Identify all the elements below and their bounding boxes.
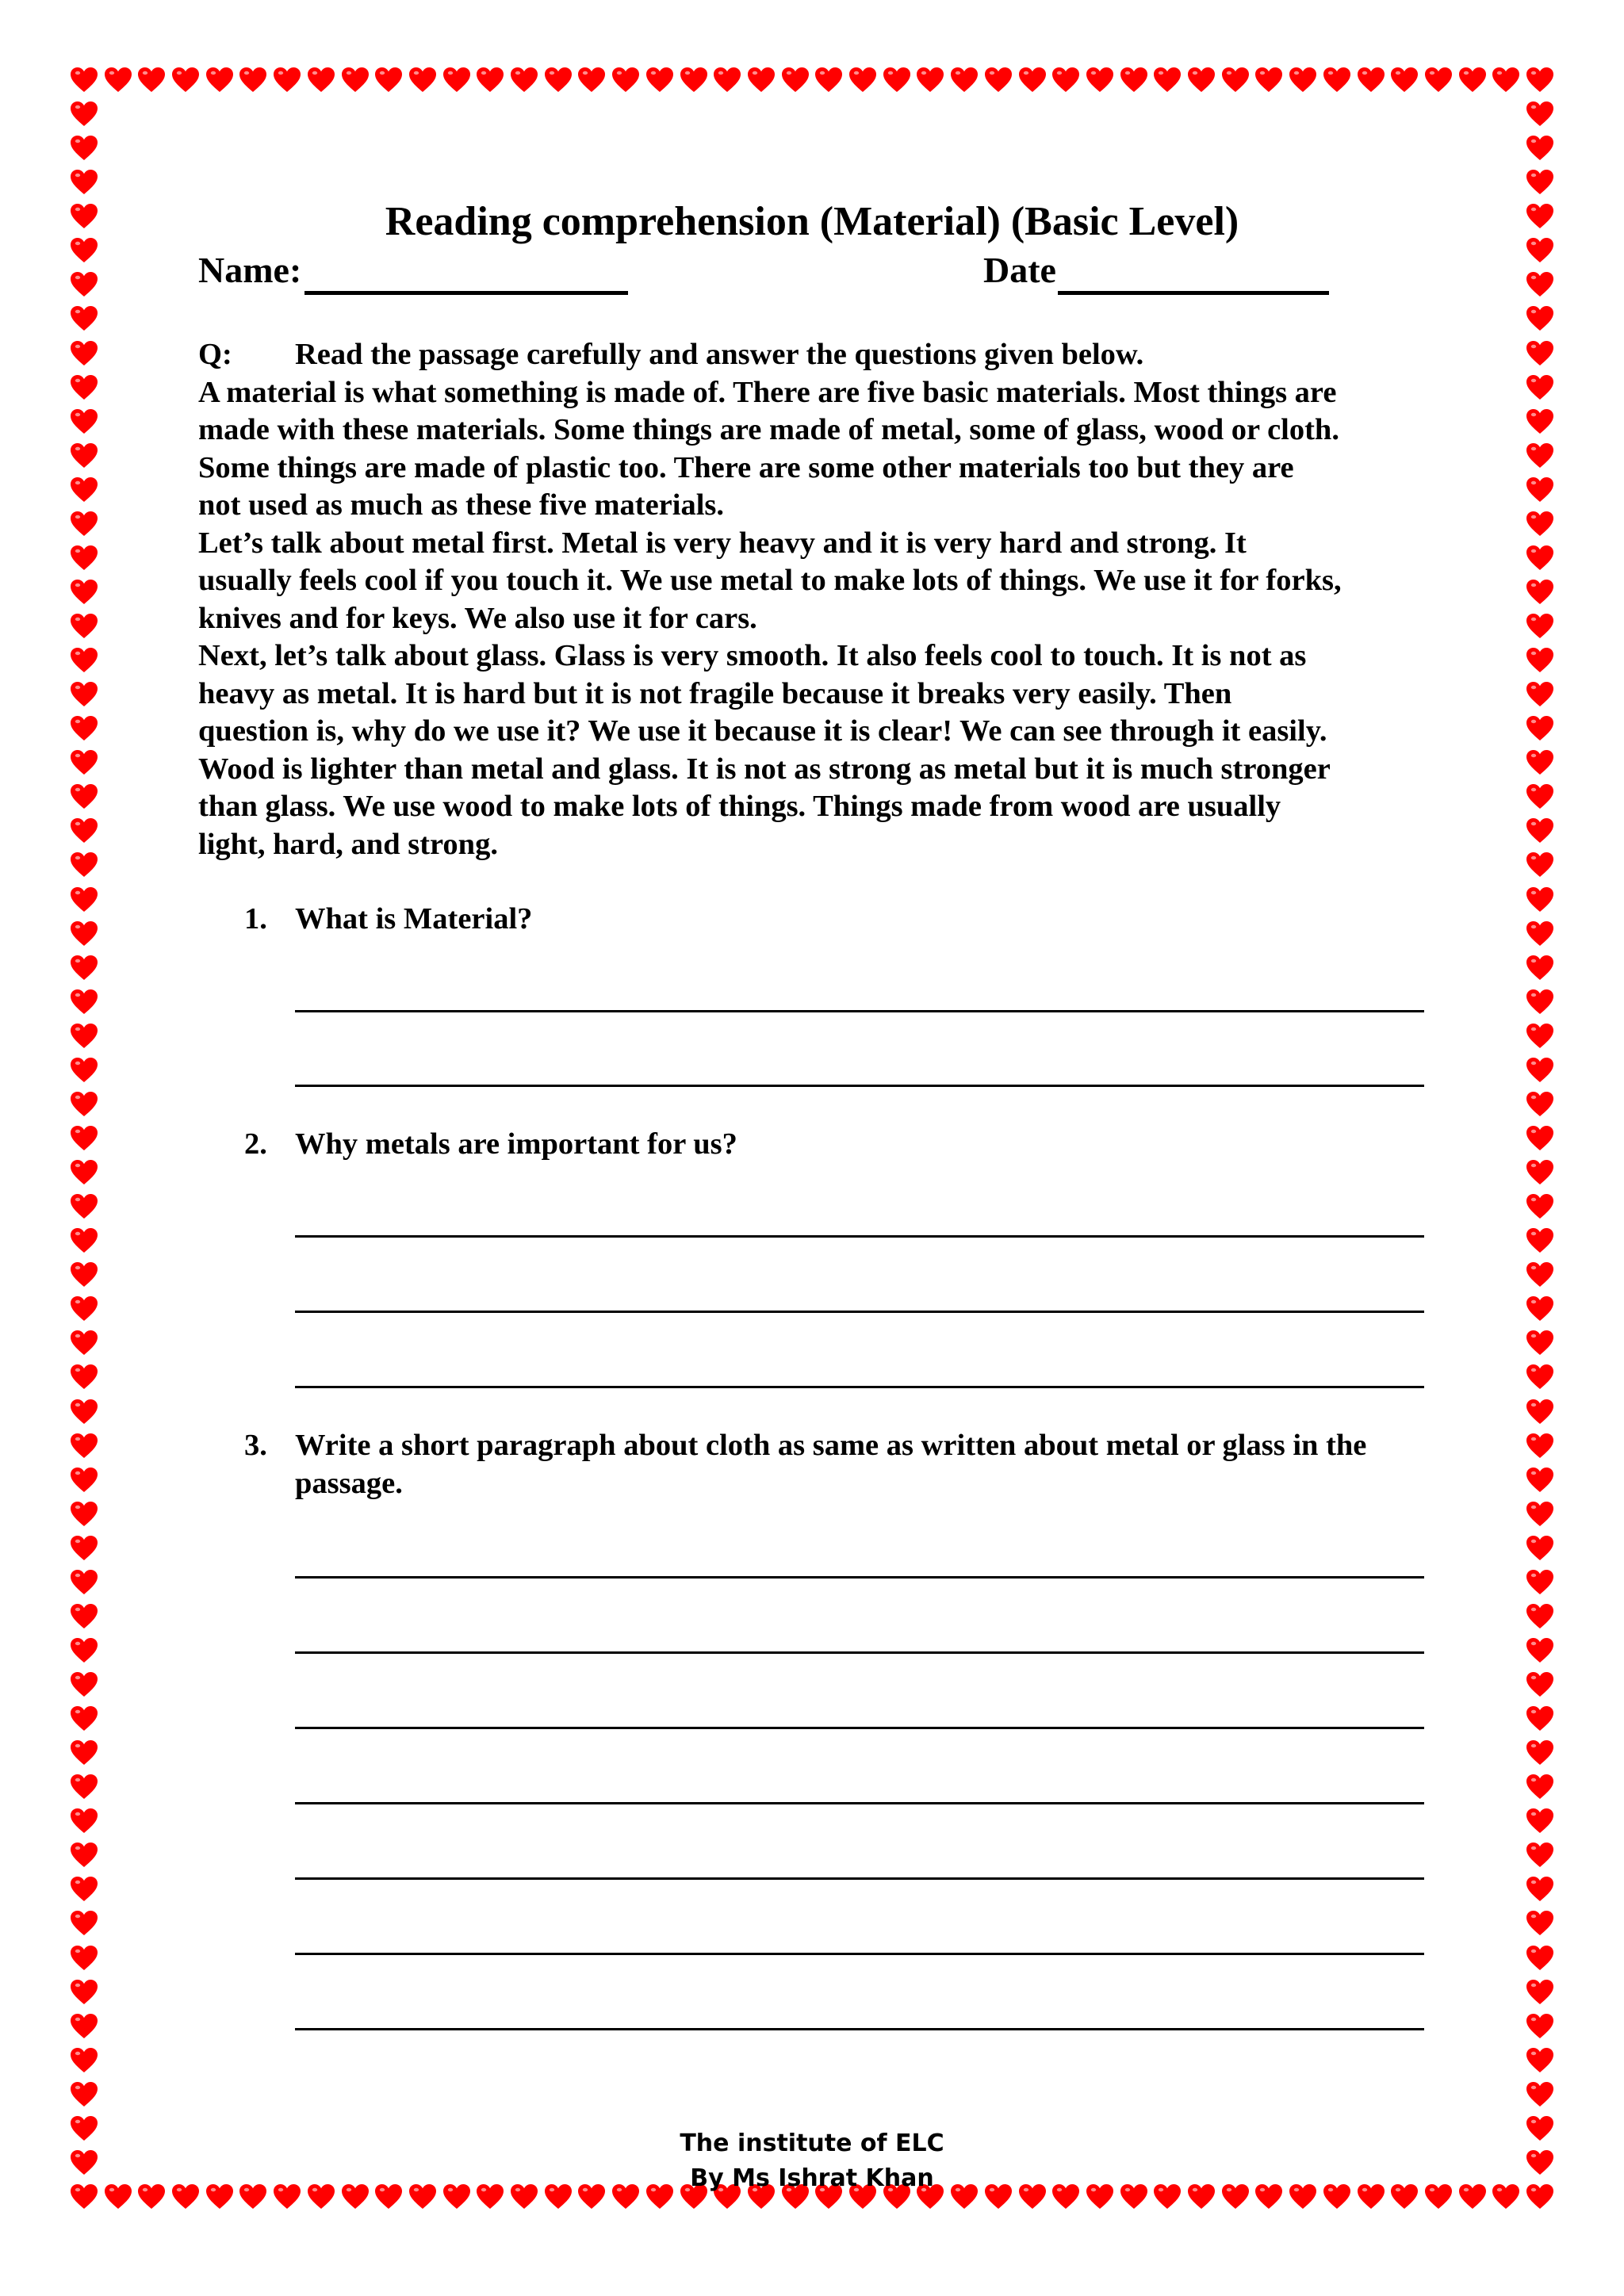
passage-line: knives and for keys. We also use it for cars. (198, 601, 757, 635)
heart-icon (1526, 1876, 1554, 1903)
heart-icon (544, 67, 573, 94)
heart-icon (1526, 817, 1554, 844)
answer-line-q1-1[interactable] (295, 1010, 1424, 1012)
heart-icon (442, 67, 471, 94)
heart-icon (70, 1399, 98, 1425)
heart-icon (1221, 67, 1250, 94)
heart-icon (1526, 2047, 1554, 2074)
heart-icon (1120, 67, 1148, 94)
heart-icon (1357, 67, 1385, 94)
heart-icon (341, 67, 370, 94)
instruction-line (198, 336, 1435, 374)
heart-icon (374, 67, 403, 94)
heart-icon (70, 545, 98, 572)
answer-line-q2-2[interactable] (295, 1311, 1424, 1313)
heart-icon (1526, 1979, 1554, 2006)
heart-icon (70, 1091, 98, 1118)
heart-icon (70, 1945, 98, 1972)
passage-line: light, hard, and strong. (198, 827, 498, 861)
heart-icon (1526, 340, 1554, 367)
heart-icon (1051, 67, 1080, 94)
heart-icon (1492, 67, 1520, 94)
heart-icon (70, 1433, 98, 1460)
answer-line-q2-3[interactable] (295, 1386, 1424, 1388)
answer-line-q3-4[interactable] (295, 1802, 1424, 1804)
answer-line-q3-1[interactable] (295, 1576, 1424, 1578)
heart-icon (70, 1603, 98, 1630)
heart-icon (1187, 67, 1216, 94)
question-1 (244, 901, 1434, 939)
heart-icon (1526, 408, 1554, 435)
heart-icon (1526, 271, 1554, 298)
heart-icon (70, 749, 98, 776)
heart-icon (1526, 955, 1554, 982)
question-text: What is Material? (295, 902, 533, 936)
heart-icon (70, 1023, 98, 1050)
heart-icon (1526, 1193, 1554, 1220)
heart-icon (70, 886, 98, 913)
heart-icon (1526, 511, 1554, 538)
heart-icon (70, 442, 98, 469)
heart-icon (70, 681, 98, 708)
heart-icon (476, 67, 504, 94)
heart-icon (680, 67, 708, 94)
heart-icon (611, 67, 640, 94)
heart-icon (70, 169, 98, 196)
heart-icon (1390, 67, 1419, 94)
passage-line: made with these materials. Some things are made of metal, some of glass, wood or cloth. (198, 413, 1339, 446)
heart-icon (70, 1910, 98, 1937)
answer-line-q2-1[interactable] (295, 1235, 1424, 1238)
heart-icon (1289, 67, 1317, 94)
question-text: Why metals are important for us? (295, 1127, 737, 1161)
heart-icon (70, 305, 98, 332)
answer-line-q3-7[interactable] (295, 2028, 1424, 2030)
date-label: Date (983, 250, 1056, 290)
heart-icon (70, 715, 98, 742)
heart-icon (70, 955, 98, 982)
heart-icon (70, 101, 98, 128)
heart-icon (781, 67, 810, 94)
passage-line: Let’s talk about metal first. Metal is very heavy and it is very hard and strong. It (198, 526, 1247, 560)
answer-line-q3-2[interactable] (295, 1651, 1424, 1654)
heart-icon (1526, 749, 1554, 776)
heart-icon (510, 67, 538, 94)
heart-icon (239, 67, 267, 94)
heart-icon (1424, 67, 1453, 94)
question-text: Write a short paragraph about cloth as same as written about metal or glass in the passage. (295, 1429, 1367, 1500)
heart-icon (70, 1125, 98, 1152)
heart-icon (1526, 851, 1554, 878)
heart-icon (70, 1227, 98, 1254)
heart-icon (1526, 1671, 1554, 1698)
date-field (983, 246, 1329, 295)
heart-icon (1526, 1739, 1554, 1766)
heart-icon (70, 1739, 98, 1766)
heart-icon (70, 1876, 98, 1903)
heart-icon (1526, 1364, 1554, 1391)
heart-icon (1526, 1705, 1554, 1732)
heart-icon (1526, 1501, 1554, 1528)
heart-icon (1526, 1842, 1554, 1869)
heart-icon (104, 67, 132, 94)
heart-icon (1526, 442, 1554, 469)
heart-icon (70, 851, 98, 878)
heart-icon (70, 817, 98, 844)
heart-icon (70, 1569, 98, 1596)
heart-icon (1526, 1808, 1554, 1835)
heart-icon (1526, 1023, 1554, 1050)
passage-line: heavy as metal. It is hard but it is not fragile because it breaks very easily. Then (198, 676, 1232, 710)
heart-icon (1526, 1433, 1554, 1460)
heart-icon (1526, 2081, 1554, 2108)
heart-icon (1526, 101, 1554, 128)
heart-icon (1526, 783, 1554, 810)
heart-icon (1526, 545, 1554, 572)
reading-passage (198, 336, 1435, 863)
answer-line-q3-3[interactable] (295, 1727, 1424, 1729)
heart-icon (1526, 67, 1554, 94)
heart-icon (70, 408, 98, 435)
heart-icon (1526, 1330, 1554, 1357)
passage-line: Next, let’s talk about glass. Glass is very smooth. It also feels cool to touch. It is not as (198, 639, 1307, 672)
heart-icon (273, 67, 301, 94)
heart-icon (1526, 1945, 1554, 1972)
heart-icon (70, 1705, 98, 1732)
question-number: 1. (244, 902, 267, 936)
heart-icon (1526, 1910, 1554, 1937)
heart-icon (1526, 715, 1554, 742)
heart-icon (70, 1671, 98, 1698)
heart-icon (1526, 476, 1554, 503)
heart-icon (1526, 169, 1554, 196)
heart-icon (1526, 613, 1554, 640)
heart-icon (70, 613, 98, 640)
heart-icon (70, 1535, 98, 1562)
answer-line-q3-5[interactable] (295, 1877, 1424, 1880)
heart-icon (950, 67, 979, 94)
heart-icon (70, 1637, 98, 1664)
heart-icon (205, 67, 234, 94)
heart-icon (1018, 67, 1047, 94)
heart-icon (70, 2013, 98, 2040)
heart-icon (70, 1774, 98, 1800)
passage-line: than glass. We use wood to make lots of things. Things made from wood are usually (198, 790, 1281, 823)
heart-icon (1526, 579, 1554, 606)
heart-icon (1526, 374, 1554, 401)
footer-author: By Ms Ishrat Khan (690, 2164, 934, 2192)
heart-icon (70, 989, 98, 1016)
heart-icon (70, 1193, 98, 1220)
answer-line-q1-2[interactable] (295, 1085, 1424, 1087)
heart-icon (1526, 1159, 1554, 1186)
heart-icon (1526, 989, 1554, 1016)
heart-icon (70, 511, 98, 538)
heart-icon (1458, 67, 1487, 94)
heart-icon (70, 920, 98, 947)
heart-icon (848, 67, 877, 94)
heart-icon (70, 1467, 98, 1494)
heart-icon (70, 2047, 98, 2074)
question-number: 3. (244, 1429, 267, 1462)
heart-icon (1526, 1603, 1554, 1630)
heart-icon (1526, 135, 1554, 162)
heart-icon (1254, 67, 1283, 94)
heart-icon (1526, 1125, 1554, 1152)
heart-icon (1526, 1399, 1554, 1425)
heart-icon (1086, 67, 1114, 94)
heart-icon (70, 340, 98, 367)
heart-icon (1526, 1091, 1554, 1118)
heart-icon (70, 1330, 98, 1357)
passage-line: Some things are made of plastic too. There are some other materials too but they are (198, 450, 1294, 484)
heart-icon (70, 271, 98, 298)
heart-icon (70, 1808, 98, 1835)
heart-icon (70, 2081, 98, 2108)
heart-icon (70, 579, 98, 606)
date-blank[interactable] (1058, 250, 1329, 295)
heart-icon (70, 1979, 98, 2006)
heart-icon (70, 783, 98, 810)
heart-icon (747, 67, 776, 94)
heart-icon (1153, 67, 1182, 94)
heart-icon (713, 67, 741, 94)
heart-icon (1526, 1637, 1554, 1664)
heart-icon (1526, 1295, 1554, 1322)
heart-icon (1323, 67, 1351, 94)
heart-icon (70, 1364, 98, 1391)
name-blank[interactable] (304, 250, 628, 295)
heart-icon (408, 67, 437, 94)
heart-icon (814, 67, 843, 94)
heart-icon (70, 1261, 98, 1288)
heart-icon (70, 476, 98, 503)
passage-line: not used as much as these five materials. (198, 488, 725, 522)
footer-institute: The institute of ELC (680, 2130, 944, 2157)
heart-icon (307, 67, 335, 94)
heart-icon (1526, 1467, 1554, 1494)
question-number: 2. (244, 1127, 267, 1161)
heart-icon (1526, 1227, 1554, 1254)
heart-icon (577, 67, 606, 94)
passage-line: question is, why do we use it? We use it because it is clear! We can see through it easily. (198, 714, 1327, 748)
heart-icon (1526, 681, 1554, 708)
heart-icon (70, 1057, 98, 1084)
heart-icon (645, 67, 674, 94)
question-2 (244, 1126, 1434, 1164)
heart-icon (70, 1501, 98, 1528)
worksheet-title: Reading comprehension (Material) (Basic Level) (385, 199, 1239, 244)
heart-icon (1526, 305, 1554, 332)
question-3 (244, 1427, 1434, 1502)
passage-line: A material is what something is made of. There are five basic materials. Most things are (198, 375, 1337, 409)
heart-icon (1526, 1261, 1554, 1288)
heart-icon (70, 1842, 98, 1869)
answer-line-q3-6[interactable] (295, 1953, 1424, 1955)
heart-icon (137, 67, 166, 94)
heart-icon (70, 374, 98, 401)
passage-line: Wood is lighter than metal and glass. It is not as strong as metal but it is much stronger (198, 752, 1331, 786)
heart-icon (1526, 1569, 1554, 1596)
heart-icon (1526, 1057, 1554, 1084)
heart-icon (1526, 920, 1554, 947)
heart-icon (171, 67, 200, 94)
heart-icon (1526, 886, 1554, 913)
heart-icon (1526, 2013, 1554, 2040)
heart-icon (916, 67, 944, 94)
question-label: Q: (198, 338, 232, 371)
heart-icon (883, 67, 911, 94)
heart-icon (984, 67, 1013, 94)
passage-line: usually feels cool if you touch it. We use metal to make lots of things. We use it for forks, (198, 564, 1342, 597)
heart-icon (1526, 647, 1554, 674)
heart-icon (70, 647, 98, 674)
heart-icon (1526, 1535, 1554, 1562)
instruction-text: Read the passage carefully and answer the questions given below. (295, 338, 1144, 371)
heart-icon (70, 67, 98, 94)
heart-icon (70, 135, 98, 162)
name-label: Name: (198, 250, 302, 290)
name-field (198, 246, 628, 295)
heart-icon (1526, 1774, 1554, 1800)
heart-icon (70, 1159, 98, 1186)
heart-icon (70, 1295, 98, 1322)
